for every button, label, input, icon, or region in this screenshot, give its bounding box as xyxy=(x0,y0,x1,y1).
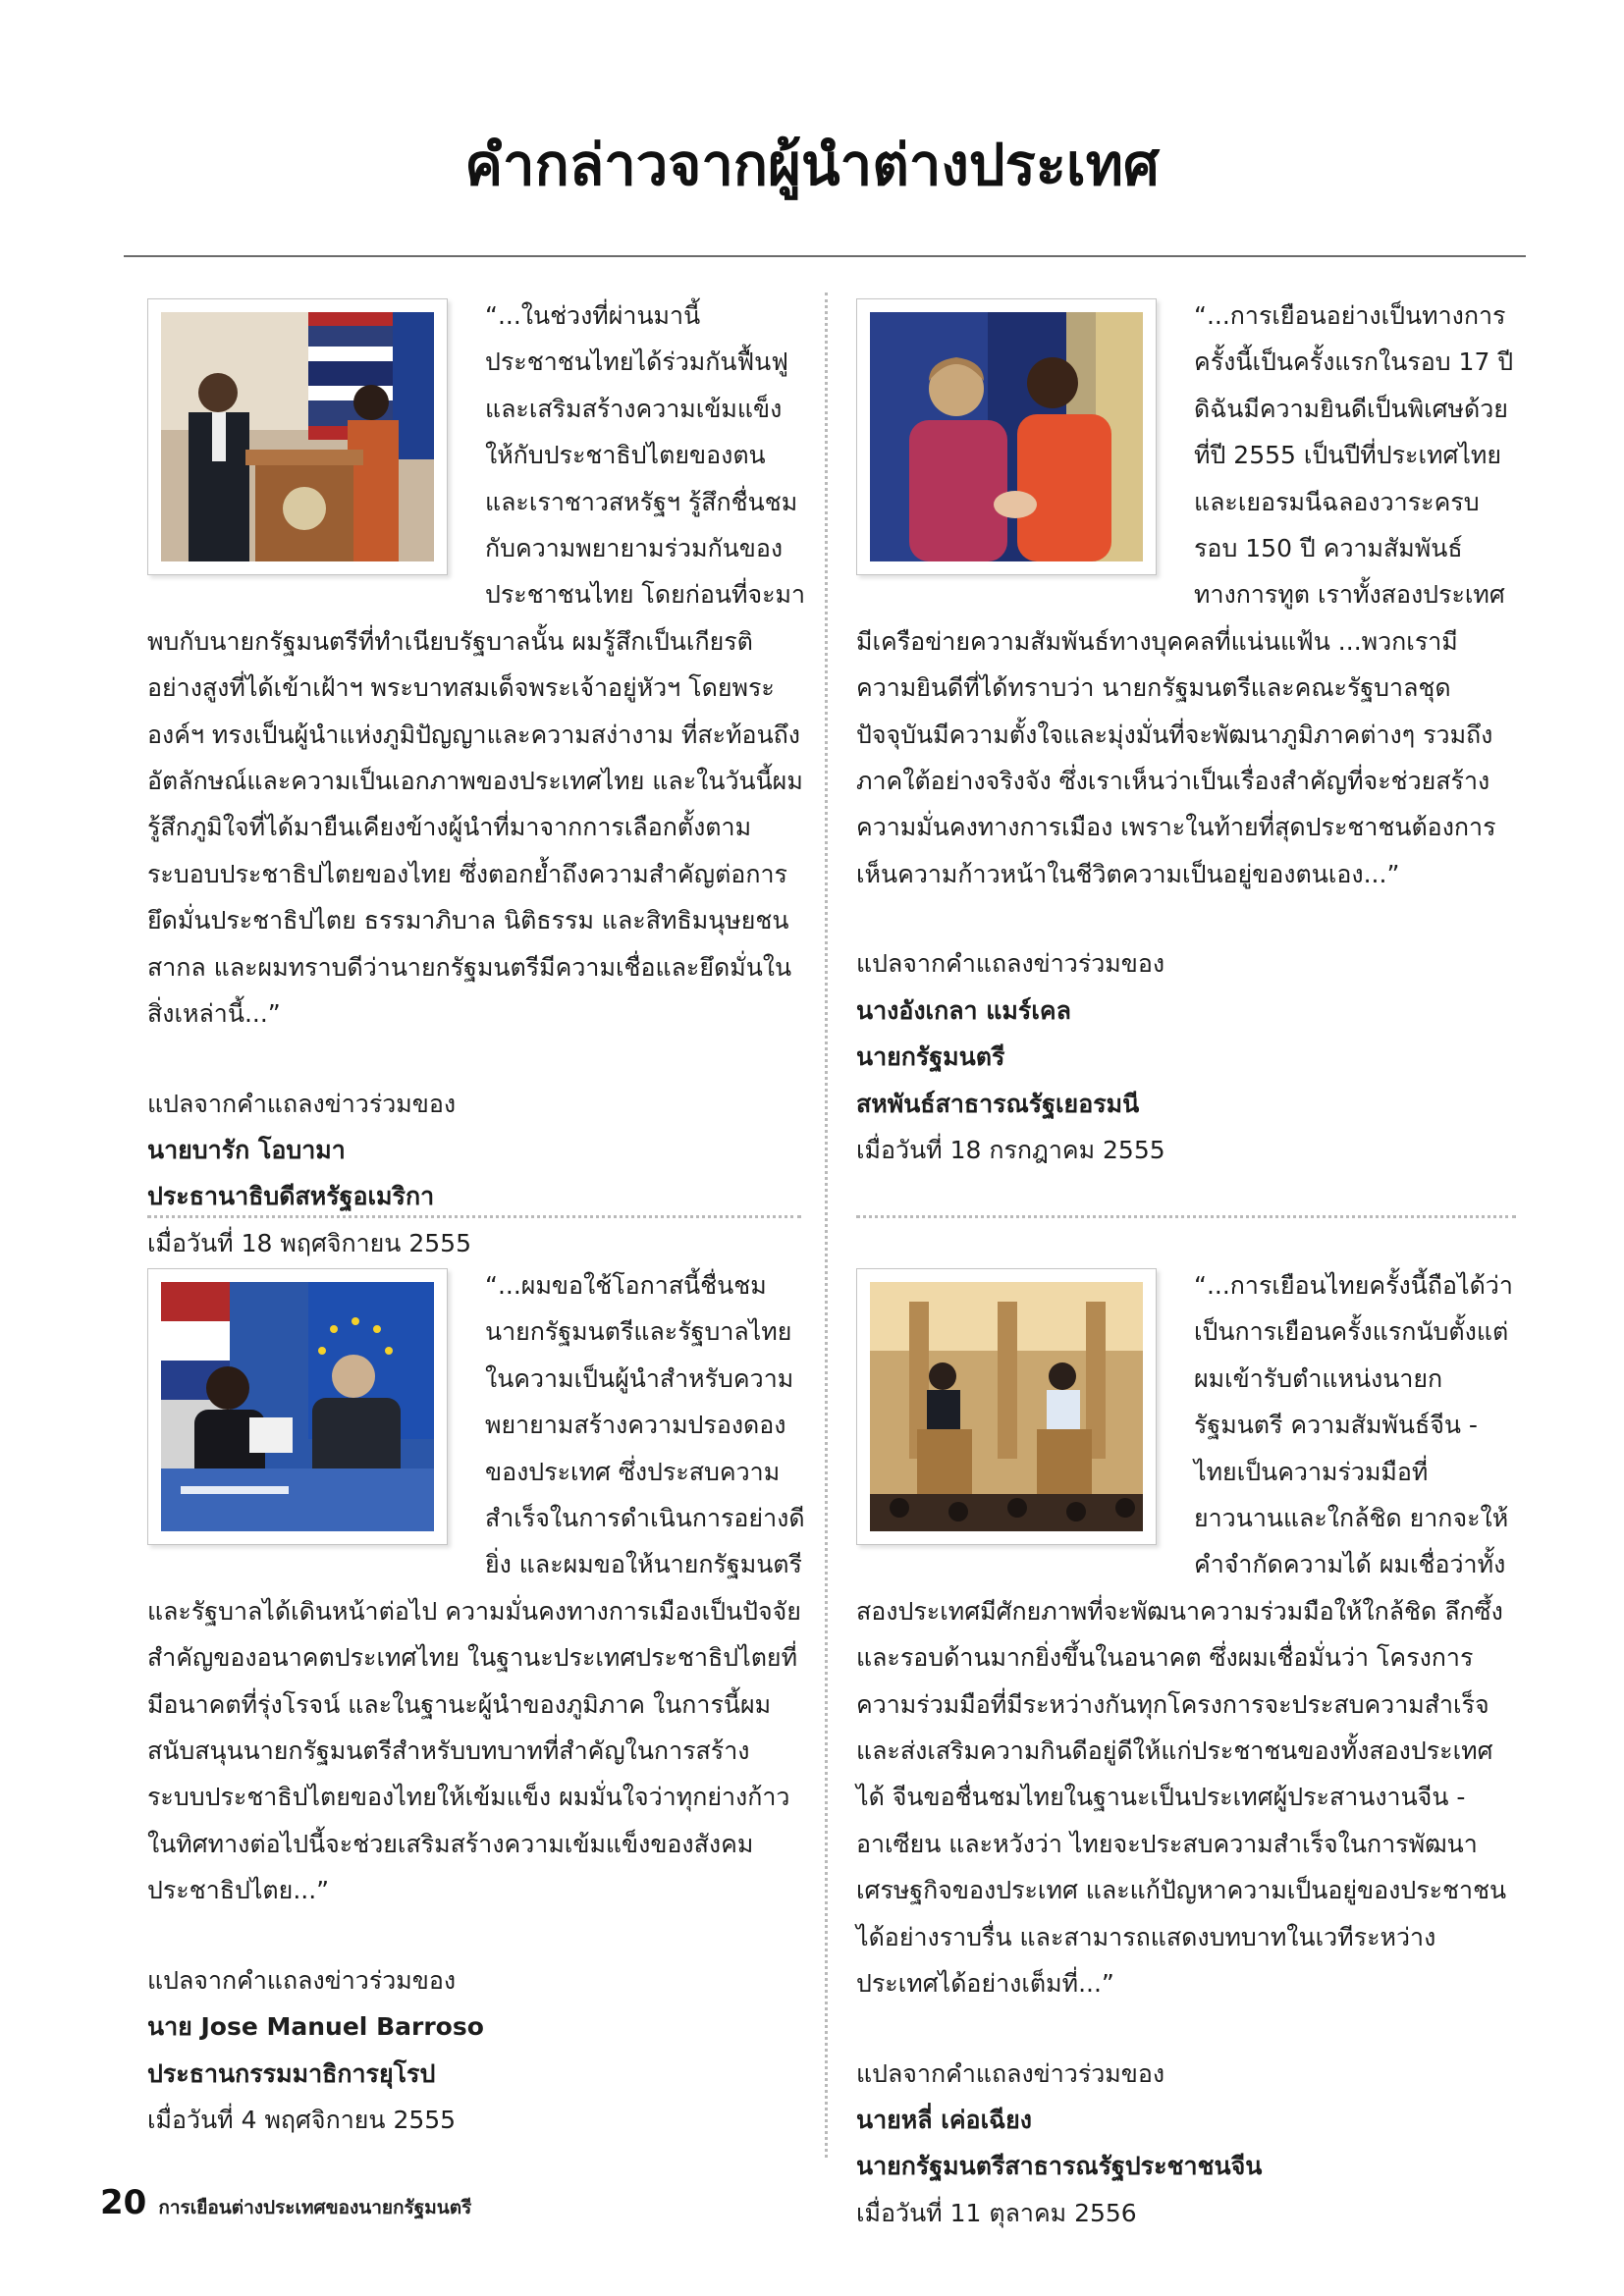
title-rule xyxy=(124,255,1526,257)
running-footer: การเยือนต่างประเทศของนายกรัฐมนตรี xyxy=(158,2197,472,2218)
photo-barroso-yingluck xyxy=(161,1282,434,1531)
credit-name: นายหลี่ เค่อเฉียง xyxy=(856,2105,1032,2134)
photo-merkel-yingluck xyxy=(870,312,1143,561)
credit-position-2: สหพันธ์สาธารณรัฐเยอรมนี xyxy=(856,1089,1140,1118)
photo-frame xyxy=(856,298,1157,575)
quote-obama xyxy=(147,293,807,1266)
quote-credit xyxy=(147,1957,807,2144)
row-divider-right xyxy=(856,1215,1516,1218)
credit-date: เมื่อวันที่ 18 กรกฎาคม 2555 xyxy=(856,1135,1165,1164)
credit-source: แปลจากคำแถลงข่าวร่วมของ xyxy=(147,1965,457,1995)
quote-credit xyxy=(147,1081,807,1267)
quote-merkel xyxy=(856,293,1516,1173)
page-title: คำกล่าวจากผู้นำต่างประเทศ xyxy=(464,132,1160,198)
credit-source: แปลจากคำแถลงข่าวร่วมของ xyxy=(856,2058,1165,2088)
credit-date: เมื่อวันที่ 18 พฤศจิกายน 2555 xyxy=(147,1228,471,1257)
quote-credit xyxy=(856,2051,1516,2237)
quote-li-keqiang xyxy=(856,1262,1516,2236)
quote-text: “...การเยือนไทยครั้งนี้ถือได้ว่าเป็นการเยือนครั้งแรกนับตั้งแต่ผมเข้ารับตำแหน่งนายกรัฐมนตรี ความสัมพันธ์จีน - ไทยเป็นความร่วมมือที่ยาวนานและใกล้ชิด ยากจะให้คำจำกัดความได้ ผมเชื่อว่าทั้งสองประเทศมีศักยภาพที่จะพัฒนาความร่วมมือให้ใกล้ชิด ลึกซึ้ง และรอบด้านมากยิ่งขึ้นในอนาคต ซึ่งผมเชื่อมั่นว่า โครงการความร่วมมือที่มีระหว่างกันทุกโครงการจะประสบความสำเร็จ และส่งเสริมความกินดีอยู่ดีให้แก่ประชาชนของทั้งสองประเทศได้ จีนขอชื่นชมไทยในฐานะเป็นประเทศผู้ประสานงานจีน - อาเซียน และหวังว่า ไทยจะประสบความสำเร็จในการพัฒนาเศรษฐกิจของประเทศ และแก้ปัญหาความเป็นอยู่ของประชาชนได้อย่างราบรื่น และสามารถแสดงบทบาทในเวทีระหว่างประเทศได้อย่างเต็มที่...” xyxy=(856,1271,1513,1999)
credit-name: นายบารัก โอบามา xyxy=(147,1135,346,1164)
credit-position: ประธานาธิบดีสหรัฐอเมริกา xyxy=(147,1182,435,1211)
credit-source: แปลจากคำแถลงข่าวร่วมของ xyxy=(856,949,1165,979)
quote-text: “...ผมขอใช้โอกาสนี้ชื่นชมนายกรัฐมนตรีและรัฐบาลไทยในความเป็นผู้นำสำหรับความพยายามสร้างความปรองดองของประเทศ ซึ่งประสบความสำเร็จในการดำเนินการอย่างดียิ่ง และผมขอให้นายกรัฐมนตรีและรัฐบาลได้เดินหน้าต่อไป ความมั่นคงทางการเมืองเป็นปัจจัยสำคัญของอนาคตประเทศไทย ในฐานะประเทศประชาธิปไตยที่มีอนาคตที่รุ่งโรจน์ และในฐานะผู้นำของภูมิภาค ในการนี้ผมสนับสนุนนายกรัฐมนตรีสำหรับบทบาทที่สำคัญในการสร้างระบบประชาธิปไตยของไทยให้เข้มแข็ง ผมมั่นใจว่าทุกย่างก้าวในทิศทางต่อไปนี้จะช่วยเสริมสร้างความเข้มแข็งของสังคมประชาธิปไตย...” xyxy=(147,1271,805,1905)
photo-frame xyxy=(147,1268,448,1545)
credit-position: ประธานกรรมมาธิการยุโรป xyxy=(147,2058,436,2088)
column-divider xyxy=(825,293,828,2158)
credit-date: เมื่อวันที่ 11 ตุลาคม 2556 xyxy=(856,2198,1137,2227)
quote-barroso xyxy=(147,1262,807,2143)
credit-date: เมื่อวันที่ 4 พฤศจิกายน 2555 xyxy=(147,2105,457,2134)
quote-credit xyxy=(856,940,1516,1173)
credit-source: แปลจากคำแถลงข่าวร่วมของ xyxy=(147,1089,457,1118)
quote-text: “...ในช่วงที่ผ่านมานี้ ประชาชนไทยได้ร่วมกันฟื้นฟูและเสริมสร้างความเข้มแข็งให้กับประชาธิปไตยของตน และเราชาวสหรัฐฯ รู้สึกชื่นชมกับความพยายามร่วมกันของประชาชนไทย โดยก่อนที่จะมาพบกับนายกรัฐมนตรีที่ทำเนียบรัฐบาลนั้น ผมรู้สึกเป็นเกียรติอย่างสูงที่ได้เข้าเฝ้าฯ พระบาทสมเด็จพระเจ้าอยู่หัวฯ โดยพระองค์ฯ ทรงเป็นผู้นำแห่งภูมิปัญญาและความสง่างาม ที่สะท้อนถึงอัตลักษณ์และความเป็นเอกภาพของประเทศไทย และในวันนี้ผมรู้สึกภูมิใจที่ได้มายืนเคียงข้างผู้นำที่มาจากการเลือกตั้งตามระบอบประชาธิปไตยของไทย ซึ่งตอกย้ำถึงความสำคัญต่อการยึดมั่นประชาธิปไตย ธรรมาภิบาล นิติธรรม และสิทธิมนุษยชนสากล และผมทราบดีว่านายกรัฐมนตรีมีความเชื่อและยึดมั่นในสิ่งเหล่านี้...” xyxy=(147,301,806,1029)
photo-frame xyxy=(147,298,448,575)
page-footer xyxy=(100,2183,471,2222)
page-number: 20 xyxy=(100,2183,147,2222)
photo-obama-yingluck xyxy=(161,312,434,561)
credit-name: นางอังเกลา แมร์เคล xyxy=(856,995,1071,1025)
quote-text: “...การเยือนอย่างเป็นทางการครั้งนี้เป็นครั้งแรกในรอบ 17 ปี ดิฉันมีความยินดีเป็นพิเศษด้วยที่ปี 2555 เป็นปีที่ประเทศไทยและเยอรมนีฉลองวาระครบรอบ 150 ปี ความสัมพันธ์ทางการทูต เราทั้งสองประเทศมีเครือข่ายความสัมพันธ์ทางบุคคลที่แน่นแฟ้น ...พวกเรามีความยินดีที่ได้ทราบว่า นายกรัฐมนตรีและคณะรัฐบาลชุดปัจจุบันมีความตั้งใจและมุ่งมั่นที่จะพัฒนาภูมิภาคต่างๆ รวมถึง ภาคใต้อย่างจริงจัง ซึ่งเราเห็นว่าเป็นเรื่องสำคัญที่จะช่วยสร้างความมั่นคงทางการเมือง เพราะในท้ายที่สุดประชาชนต้องการเห็นความก้าวหน้าในชีวิตความเป็นอยู่ของตนเอง...” xyxy=(856,301,1514,888)
photo-li-yingluck xyxy=(870,1282,1143,1531)
photo-frame xyxy=(856,1268,1157,1545)
credit-position: นายกรัฐมนตรี xyxy=(856,1042,1005,1072)
credit-position: นายกรัฐมนตรีสาธารณรัฐประชาชนจีน xyxy=(856,2152,1263,2181)
credit-name: นาย Jose Manuel Barroso xyxy=(147,2012,484,2042)
